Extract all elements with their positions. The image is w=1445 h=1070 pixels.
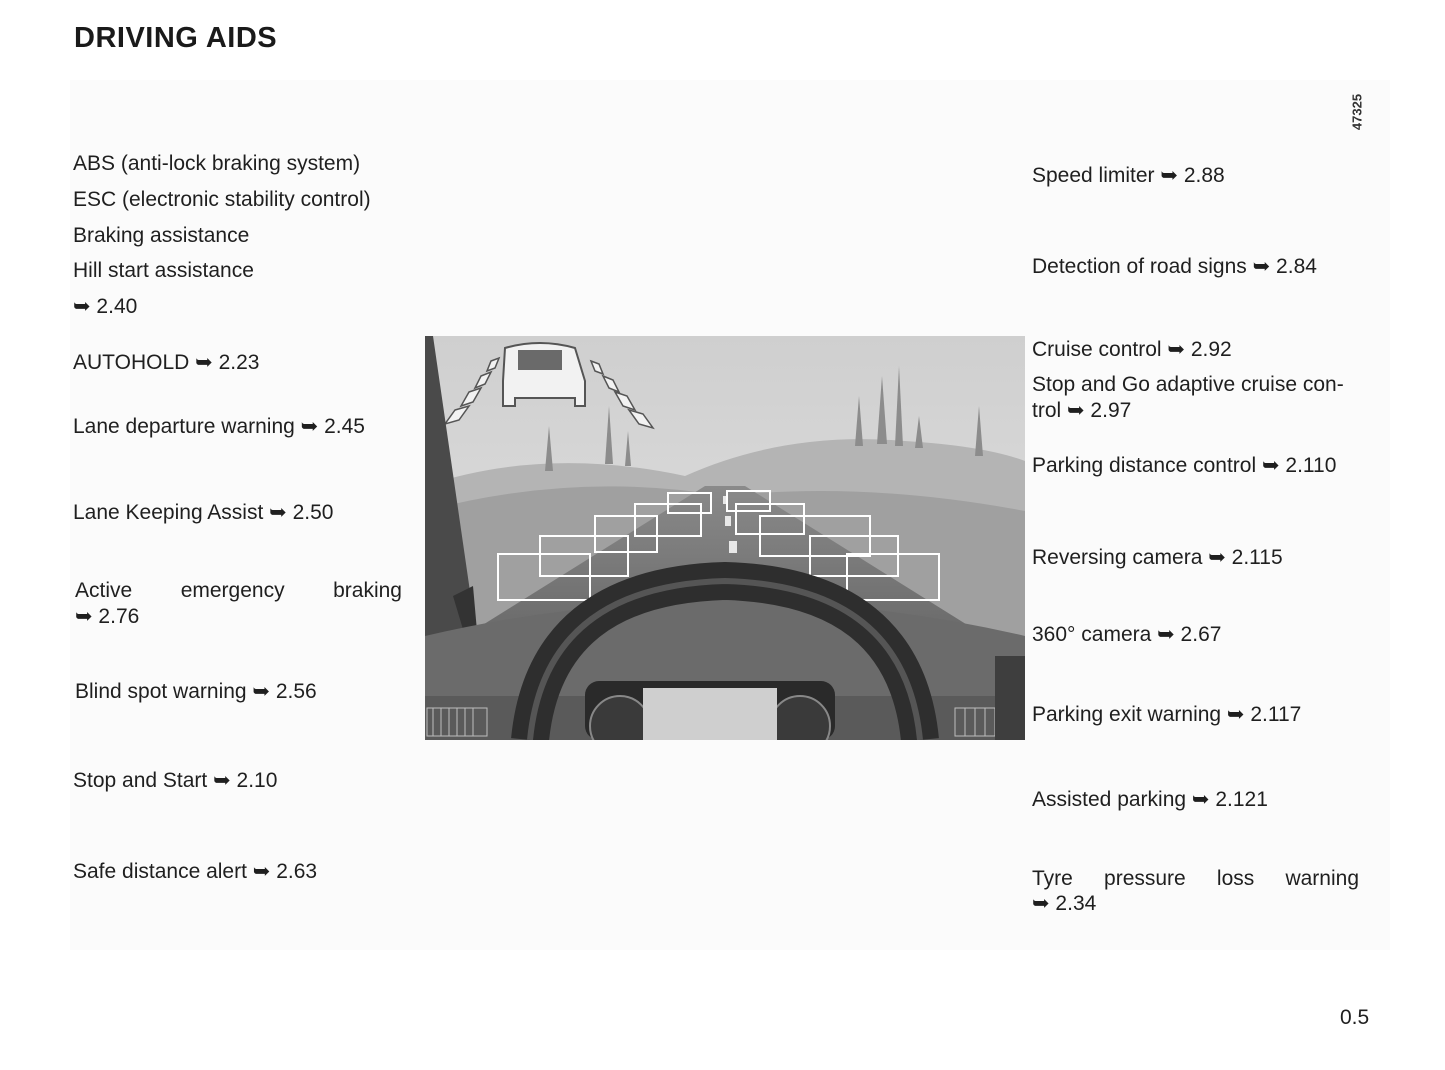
page-number: 0.5 bbox=[1340, 1006, 1370, 1029]
figure-reference bbox=[1346, 90, 1368, 134]
link-lane-keeping-assist[interactable]: Lane Keeping Assist ➥ 2.50 bbox=[73, 501, 334, 524]
link-safe-distance-alert[interactable]: Safe distance alert ➥ 2.63 bbox=[73, 860, 318, 883]
link-parking-exit-warning[interactable]: Parking exit warning ➥ 2.117 bbox=[1032, 703, 1302, 726]
figure-reference-number: 47325 bbox=[1349, 93, 1365, 131]
link-lane-departure-warning[interactable]: Lane departure warning ➥ 2.45 bbox=[73, 415, 365, 438]
link-abs[interactable]: ABS (anti-lock braking system) bbox=[73, 152, 361, 175]
link-stop-and-go-cruise-control[interactable]: Stop and Go adaptive cruise con- bbox=[1032, 373, 1344, 396]
driving-aids-dashboard-illustration-icon bbox=[425, 336, 1025, 740]
link-reversing-camera[interactable]: Reversing camera ➥ 2.115 bbox=[1032, 546, 1283, 569]
link-cruise-control[interactable]: Cruise control ➥ 2.92 bbox=[1032, 338, 1232, 361]
link-tyre-pressure-loss-warning-ref[interactable]: ➥ 2.34 bbox=[1032, 892, 1097, 915]
link-360-camera[interactable]: 360° camera ➥ 2.67 bbox=[1032, 623, 1222, 646]
link-tyre-pressure-loss-warning[interactable]: Tyre pressure loss warning bbox=[1032, 867, 1359, 890]
link-assisted-parking[interactable]: Assisted parking ➥ 2.121 bbox=[1032, 788, 1268, 811]
link-parking-distance-control[interactable]: Parking distance control ➥ 2.110 bbox=[1032, 454, 1337, 477]
link-speed-limiter[interactable]: Speed limiter ➥ 2.88 bbox=[1032, 164, 1225, 187]
page-title: DRIVING AIDS bbox=[74, 22, 278, 54]
link-autohold[interactable]: AUTOHOLD ➥ 2.23 bbox=[73, 351, 260, 374]
link-blind-spot-warning[interactable]: Blind spot warning ➥ 2.56 bbox=[75, 680, 317, 703]
link-active-emergency-braking[interactable]: Active emergency braking bbox=[75, 579, 402, 602]
driving-aids-illustration bbox=[425, 336, 1025, 740]
link-detection-of-road-signs[interactable]: Detection of road signs ➥ 2.84 bbox=[1032, 255, 1317, 278]
link-stop-and-go-cruise-control-ref[interactable]: trol ➥ 2.97 bbox=[1032, 399, 1132, 422]
link-hill-start-assistance[interactable]: Hill start assistance bbox=[73, 259, 254, 282]
link-esc[interactable]: ESC (electronic stability control) bbox=[73, 188, 371, 211]
link-stop-and-start[interactable]: Stop and Start ➥ 2.10 bbox=[73, 769, 278, 792]
link-braking-assistance[interactable]: Braking assistance bbox=[73, 224, 250, 247]
group-page-ref[interactable]: ➥ 2.40 bbox=[73, 295, 138, 318]
link-active-emergency-braking-ref[interactable]: ➥ 2.76 bbox=[75, 605, 140, 628]
